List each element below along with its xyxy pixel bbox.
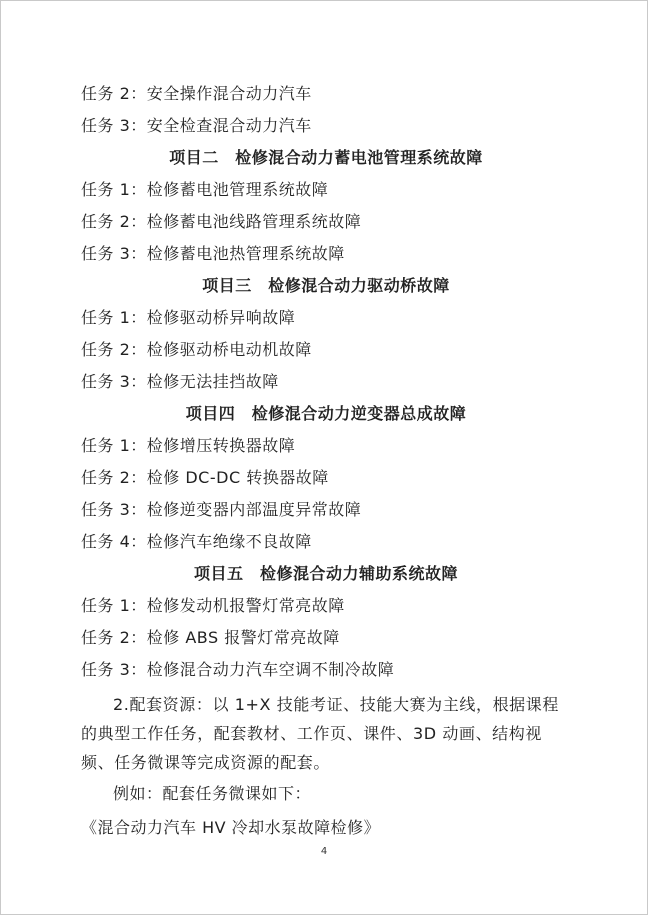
- task-line: 任务 1：检修驱动桥异响故障: [81, 308, 296, 327]
- task-line: 任务 4：检修汽车绝缘不良故障: [81, 532, 312, 551]
- resources-paragraph: 2.配套资源：以 1+X 技能考证、技能大赛为主线，根据课程的典型工作任务，配套教材、工作页、课件、3D 动画、结构视频、任务微课等完成资源的配套。: [81, 695, 559, 772]
- project-heading: 项目二 检修混合动力蓄电池管理系统故障: [169, 148, 483, 167]
- task-line: 任务 1：检修增压转换器故障: [81, 436, 296, 455]
- course-title: 《混合动力汽车 HV 冷却水泵故障检修》: [81, 818, 381, 837]
- task-line: 任务 2：检修蓄电池线路管理系统故障: [81, 212, 362, 231]
- project-heading: 项目三 检修混合动力驱动桥故障: [202, 276, 450, 295]
- task-line: 任务 3：检修无法挂挡故障: [81, 372, 279, 391]
- task-line: 任务 2：安全操作混合动力汽车: [81, 84, 312, 103]
- task-line: 任务 3：检修蓄电池热管理系统故障: [81, 244, 345, 263]
- task-line: 任务 2：检修 DC-DC 转换器故障: [81, 468, 329, 487]
- document-body: [81, 78, 571, 843]
- task-line: 任务 3：检修混合动力汽车空调不制冷故障: [81, 660, 395, 679]
- task-line: 任务 3：安全检查混合动力汽车: [81, 116, 312, 135]
- page-number: 4: [320, 846, 328, 857]
- example-line: 例如：配套任务微课如下：: [113, 784, 312, 803]
- project-heading: 项目四 检修混合动力逆变器总成故障: [185, 404, 467, 423]
- task-line: 任务 3：检修逆变器内部温度异常故障: [81, 500, 362, 519]
- task-line: 任务 2：检修驱动桥电动机故障: [81, 340, 312, 359]
- task-line: 任务 2：检修 ABS 报警灯常亮故障: [81, 628, 340, 647]
- task-line: 任务 1：检修发动机报警灯常亮故障: [81, 596, 345, 615]
- task-line: 任务 1：检修蓄电池管理系统故障: [81, 180, 329, 199]
- project-heading: 项目五 检修混合动力辅助系统故障: [193, 564, 458, 583]
